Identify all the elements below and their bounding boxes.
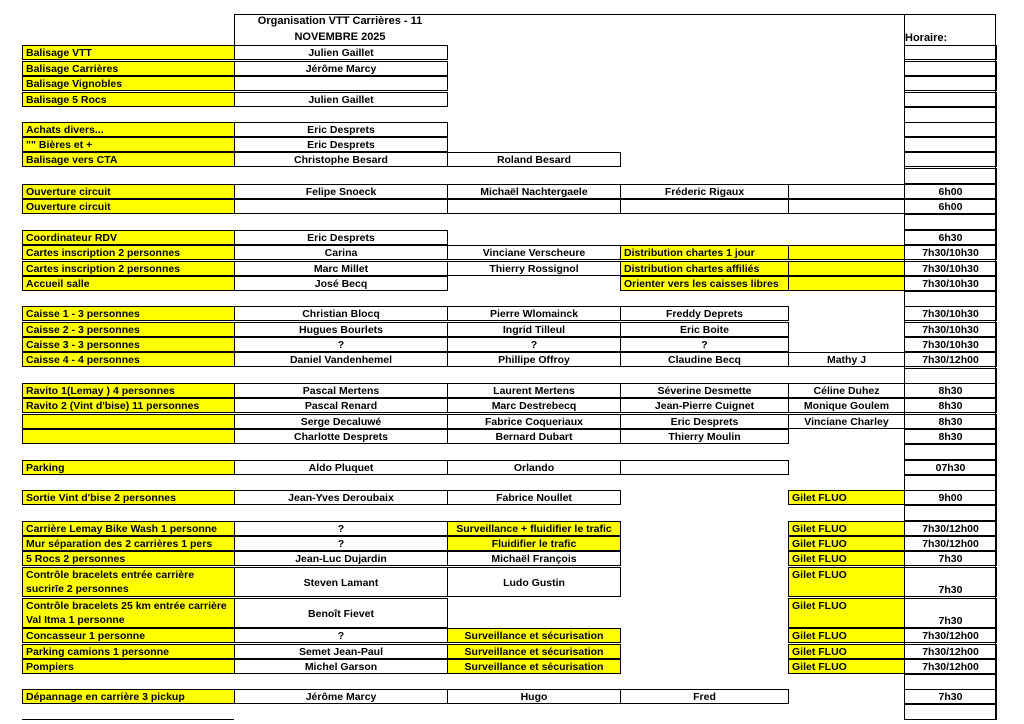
row-0-c4	[788, 45, 905, 60]
row-4-time	[904, 122, 997, 137]
row-23-time: 7h30/12h00	[904, 521, 997, 536]
row-22-c4: Gilet FLUO	[788, 490, 905, 505]
row-10-label: Cartes inscription 2 personnes	[22, 245, 235, 260]
row-5-label: "" Bières et +	[22, 137, 235, 152]
row-17-c2: Laurent Mertens	[447, 383, 621, 398]
row-17-label: Ravito 1(Lemay ) 4 personnes	[22, 383, 235, 398]
row-26-c2: Ludo Gustin	[447, 567, 621, 597]
row-4-c4	[788, 122, 905, 137]
row-20-c1: Charlotte Desprets	[234, 429, 448, 444]
row-15-c2: ?	[447, 337, 621, 352]
page-title: Organisation VTT Carrières - 11	[257, 15, 423, 27]
row-19-label	[22, 414, 235, 429]
row-12-c2	[447, 276, 621, 291]
row-6-c1: Christophe Besard	[234, 152, 448, 167]
row-23-c4: Gilet FLUO	[788, 521, 905, 536]
row-15-c3: ?	[620, 337, 789, 352]
time-cell-empty	[904, 368, 997, 384]
row-21-time: 07h30	[904, 460, 997, 475]
row-0-c2	[447, 45, 621, 60]
row-3-c2	[447, 92, 621, 107]
row-24-c3	[620, 536, 789, 551]
row-14-label: Caisse 2 - 3 personnes	[22, 322, 235, 337]
row-17-c3: Séverine Desmette	[620, 383, 789, 398]
row-9-c2	[447, 230, 621, 245]
row-20-c2: Bernard Dubart	[447, 429, 621, 444]
row-20-c3: Thierry Moulin	[620, 429, 789, 444]
row-10-c3: Distribution chartes 1 jour	[620, 245, 789, 260]
row-27-label: Contrôle bracelets 25 km entrée carrière Val Itma 1 personne	[22, 598, 235, 628]
row-25-c4: Gilet FLUO	[788, 551, 905, 566]
row-0-label: Balisage VTT	[22, 45, 235, 60]
row-21-c3	[620, 460, 789, 475]
row-13-c1: Christian Blocq	[234, 306, 448, 321]
row-28-c2: Surveillance et sécurisation	[447, 628, 621, 643]
row-2-c3	[620, 76, 789, 91]
horaire-header: Horaire:	[905, 32, 948, 44]
row-25-label: 5 Rocs 2 personnes	[22, 551, 235, 566]
row-24-c4: Gilet FLUO	[788, 536, 905, 551]
row-31-c1: Jérôme Marcy	[234, 689, 448, 704]
row-11-c4	[788, 261, 905, 276]
row-2-c1	[234, 76, 448, 91]
page-subtitle: NOVEMBRE 2025	[294, 31, 386, 43]
row-22-c1: Jean-Yves Deroubaix	[234, 490, 448, 505]
row-9-label: Coordinateur RDV	[22, 230, 235, 245]
row-8-c1	[234, 199, 448, 214]
header-left-border	[234, 14, 235, 46]
row-10-c4	[788, 245, 905, 260]
row-6-c3	[620, 152, 789, 167]
row-18-c3: Jean-Pierre Cuignet	[620, 398, 789, 413]
row-26-c4: Gilet FLUO	[788, 567, 905, 597]
time-cell-empty	[904, 291, 997, 307]
row-5-c3	[620, 137, 789, 152]
row-30-c3	[620, 659, 789, 674]
row-6-time	[904, 152, 997, 167]
row-16-c1: Daniel Vandenhemel	[234, 352, 448, 367]
row-30-c1: Michel Garson	[234, 659, 448, 674]
time-cell-empty	[904, 168, 997, 184]
row-14-c4	[788, 322, 905, 337]
time-cell-empty	[904, 505, 997, 521]
row-24-label: Mur séparation des 2 carrières 1 pers	[22, 536, 235, 551]
row-25-c1: Jean-Luc Dujardin	[234, 551, 448, 566]
row-11-c2: Thierry Rossignol	[447, 261, 621, 276]
row-8-c2	[447, 199, 621, 214]
row-12-time: 7h30/10h30	[904, 276, 997, 291]
row-29-c3	[620, 644, 789, 659]
row-3-c4	[788, 92, 905, 107]
time-cell-empty	[904, 444, 997, 460]
row-20-time: 8h30	[904, 429, 997, 444]
row-26-label: Contrôle bracelets entrée carrière sucrirīe 2 personnes	[22, 567, 235, 597]
row-13-time: 7h30/10h30	[904, 306, 997, 321]
row-22-c2: Fabrice Noullet	[447, 490, 621, 505]
row-29-time: 7h30/12h00	[904, 644, 997, 659]
row-18-c1: Pascal Renard	[234, 398, 448, 413]
row-30-label: Pompiers	[22, 659, 235, 674]
row-23-c2: Surveillance + fluidifier le trafic	[447, 521, 621, 536]
row-30-c4: Gilet FLUO	[788, 659, 905, 674]
row-15-c1: ?	[234, 337, 448, 352]
row-2-time	[904, 76, 997, 91]
row-3-c1: Julien Gaillet	[234, 92, 448, 107]
row-19-c3: Eric Desprets	[620, 414, 789, 429]
row-3-label: Balisage 5 Rocs	[22, 92, 235, 107]
row-6-c4	[788, 152, 905, 167]
row-7-c4	[788, 184, 905, 199]
row-16-time: 7h30/12h00	[904, 352, 997, 367]
row-28-c3	[620, 628, 789, 643]
row-13-c2: Pierre Wlomainck	[447, 306, 621, 321]
row-5-time	[904, 137, 997, 152]
row-16-c3: Claudine Becq	[620, 352, 789, 367]
row-18-time: 8h30	[904, 398, 997, 413]
row-3-c3	[620, 92, 789, 107]
row-28-time: 7h30/12h00	[904, 628, 997, 643]
row-11-time: 7h30/10h30	[904, 261, 997, 276]
row-12-label: Accueil salle	[22, 276, 235, 291]
row-17-c1: Pascal Mertens	[234, 383, 448, 398]
row-2-label: Balisage Vignobles	[22, 76, 235, 91]
row-31-time: 7h30	[904, 689, 997, 704]
row-8-c4	[788, 199, 905, 214]
row-4-label: Achats divers...	[22, 122, 235, 137]
row-17-c4: Céline Duhez	[788, 383, 905, 398]
row-15-c4	[788, 337, 905, 352]
row-0-c1: Julien Gaillet	[234, 45, 448, 60]
row-31-label: Dépannage en carrière 3 pickup	[22, 689, 235, 704]
row-12-c3: Orienter vers les caisses libres	[620, 276, 789, 291]
row-29-c4: Gilet FLUO	[788, 644, 905, 659]
row-31-c2: Hugo	[447, 689, 621, 704]
row-22-time: 9h00	[904, 490, 997, 505]
row-4-c3	[620, 122, 789, 137]
row-14-c3: Eric Boite	[620, 322, 789, 337]
row-1-label: Balisage Carrières	[22, 61, 235, 76]
row-16-label: Caisse 4 - 4 personnes	[22, 352, 235, 367]
row-14-c1: Hugues Bourlets	[234, 322, 448, 337]
row-16-c2: Phillipe Offroy	[447, 352, 621, 367]
row-23-label: Carrière Lemay Bike Wash 1 personne	[22, 521, 235, 536]
row-25-c2: Michaël François	[447, 551, 621, 566]
row-10-time: 7h30/10h30	[904, 245, 997, 260]
row-17-time: 8h30	[904, 383, 997, 398]
row-2-c2	[447, 76, 621, 91]
row-28-label: Concasseur 1 personne	[22, 628, 235, 643]
row-7-label: Ouverture circuit	[22, 184, 235, 199]
row-29-c1: Semet Jean-Paul	[234, 644, 448, 659]
row-13-c3: Freddy Deprets	[620, 306, 789, 321]
row-8-label: Ouverture circuit	[22, 199, 235, 214]
row-20-label	[22, 429, 235, 444]
row-2-c4	[788, 76, 905, 91]
row-22-c3	[620, 490, 789, 505]
row-22-label: Sortie Vint d'bise 2 personnes	[22, 490, 235, 505]
time-cell-empty	[904, 475, 997, 491]
row-13-label: Caisse 1 - 3 personnes	[22, 306, 235, 321]
row-18-c2: Marc Destrebecq	[447, 398, 621, 413]
row-4-c1: Eric Desprets	[234, 122, 448, 137]
row-31-c3: Fred	[620, 689, 789, 704]
row-7-c3: Fréderic Rigaux	[620, 184, 789, 199]
row-27-c3	[620, 598, 789, 628]
row-29-c2: Surveillance et sécurisation	[447, 644, 621, 659]
row-19-time: 8h30	[904, 414, 997, 429]
row-5-c4	[788, 137, 905, 152]
row-7-c2: Michaël Nachtergaele	[447, 184, 621, 199]
row-15-time: 7h30/10h30	[904, 337, 997, 352]
row-6-c2: Roland Besard	[447, 152, 621, 167]
row-9-time: 6h30	[904, 230, 997, 245]
row-18-label: Ravito 2 (Vint d'bise) 11 personnes	[22, 398, 235, 413]
row-21-c1: Aldo Pluquet	[234, 460, 448, 475]
row-8-time: 6h00	[904, 199, 997, 214]
row-28-c1: ?	[234, 628, 448, 643]
row-11-label: Cartes inscription 2 personnes	[22, 261, 235, 276]
row-6-label: Balisage vers CTA	[22, 152, 235, 167]
row-19-c4: Vinciane Charley	[788, 414, 905, 429]
row-9-c1: Eric Desprets	[234, 230, 448, 245]
row-9-c3	[620, 230, 789, 245]
row-23-c3	[620, 521, 789, 536]
row-12-c1: José Becq	[234, 276, 448, 291]
row-30-time: 7h30/12h00	[904, 659, 997, 674]
row-31-c4	[788, 689, 905, 704]
row-10-c2: Vinciane Verscheure	[447, 245, 621, 260]
time-cell-empty	[904, 214, 997, 230]
row-28-c4: Gilet FLUO	[788, 628, 905, 643]
row-29-label: Parking camions 1 personne	[22, 644, 235, 659]
row-12-c4	[788, 276, 905, 291]
row-7-c1: Felipe Snoeck	[234, 184, 448, 199]
row-13-c4	[788, 306, 905, 321]
row-30-c2: Surveillance et sécurisation	[447, 659, 621, 674]
row-18-c4: Monique Goulem	[788, 398, 905, 413]
row-25-time: 7h30	[904, 551, 997, 566]
row-26-c1: Steven Lamant	[234, 567, 448, 597]
row-21-c2: Orlando	[447, 460, 621, 475]
row-26-c3	[620, 567, 789, 597]
time-cell-empty	[904, 704, 997, 720]
row-15-label: Caisse 3 - 3 personnes	[22, 337, 235, 352]
row-1-c1: Jérôme Marcy	[234, 61, 448, 76]
row-24-c2: Fluidifier le trafic	[447, 536, 621, 551]
row-5-c2	[447, 137, 621, 152]
row-8-c3	[620, 199, 789, 214]
row-0-time	[904, 45, 997, 60]
row-11-c1: Marc Millet	[234, 261, 448, 276]
header-top-border	[234, 14, 996, 15]
row-24-c1: ?	[234, 536, 448, 551]
row-24-time: 7h30/12h00	[904, 536, 997, 551]
row-5-c1: Eric Desprets	[234, 137, 448, 152]
row-23-c1: ?	[234, 521, 448, 536]
row-4-c2	[447, 122, 621, 137]
row-3-time	[904, 92, 997, 107]
row-19-c1: Serge Decaluwé	[234, 414, 448, 429]
row-27-time: 7h30	[904, 598, 997, 628]
row-27-c4: Gilet FLUO	[788, 598, 905, 628]
bottom-line	[22, 719, 234, 720]
row-14-c2: Ingrid Tilleul	[447, 322, 621, 337]
time-cell-empty	[904, 674, 997, 690]
row-27-c1: Benoît Fievet	[234, 598, 448, 628]
row-7-time: 6h00	[904, 184, 997, 199]
row-26-time: 7h30	[904, 567, 997, 597]
row-1-c2	[447, 61, 621, 76]
row-1-time	[904, 61, 997, 76]
row-0-c3	[620, 45, 789, 60]
row-11-c3: Distribution chartes affiliés	[620, 261, 789, 276]
row-21-c4	[788, 460, 905, 475]
time-cell-empty	[904, 107, 997, 123]
row-16-c4: Mathy J	[788, 352, 905, 367]
row-9-c4	[788, 230, 905, 245]
row-27-c2	[447, 598, 621, 628]
row-14-time: 7h30/10h30	[904, 322, 997, 337]
row-20-c4	[788, 429, 905, 444]
row-10-c1: Carina	[234, 245, 448, 260]
row-1-c3	[620, 61, 789, 76]
row-1-c4	[788, 61, 905, 76]
row-25-c3	[620, 551, 789, 566]
row-21-label: Parking	[22, 460, 235, 475]
row-19-c2: Fabrice Coqueriaux	[447, 414, 621, 429]
